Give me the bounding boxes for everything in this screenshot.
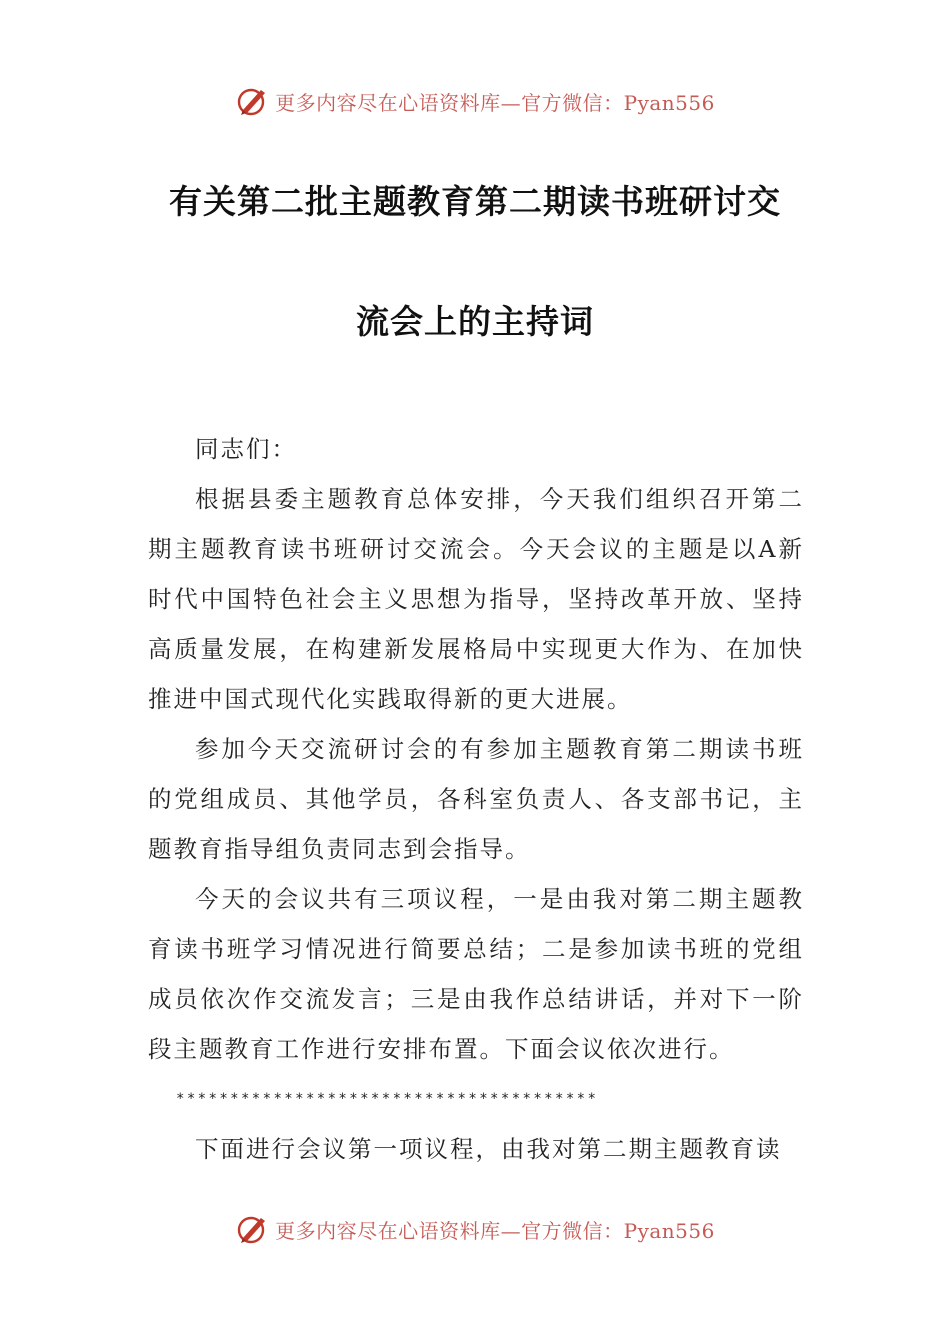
section-separator: *************************************** bbox=[176, 1091, 599, 1107]
paragraph: 今天的会议共有三项议程，一是由我对第二期主题教育读书班学习情况进行简要总结；二是参加读书班的党组成员依次作交流发言；三是由我作总结讲话，并对下一阶段主题教育工作进行安排布置。下面会议依次进行。 bbox=[148, 885, 804, 1063]
document-body bbox=[148, 424, 804, 1174]
salutation: 同志们： bbox=[195, 435, 297, 463]
watermark-text: 更多内容尽在心语资料库—官方微信：Pyan556 bbox=[275, 1218, 715, 1243]
pen-logo-icon bbox=[235, 84, 269, 118]
watermark-text: 更多内容尽在心语资料库—官方微信：Pyan556 bbox=[275, 90, 715, 115]
document-title-line-2: 流会上的主持词 bbox=[356, 302, 594, 341]
document-title-line-1: 有关第二批主题教育第二期读书班研讨交 bbox=[169, 182, 781, 221]
paragraph: 参加今天交流研讨会的有参加主题教育第二期读书班的党组成员、其他学员，各科室负责人、各支部书记，主题教育指导组负责同志到会指导。 bbox=[148, 735, 804, 863]
pen-logo-icon bbox=[235, 1212, 269, 1246]
paragraph: 下面进行会议第一项议程，由我对第二期主题教育读 bbox=[195, 1135, 782, 1163]
paragraph: 根据县委主题教育总体安排，今天我们组织召开第二期主题教育读书班研讨交流会。今天会议的主题是以A新时代中国特色社会主义思想为指导，坚持改革开放、坚持高质量发展，在构建新发展格局中实现更大作为、在加快推进中国式现代化实践取得新的更大进展。 bbox=[148, 485, 804, 713]
watermark-header bbox=[0, 84, 950, 118]
watermark-footer bbox=[0, 1212, 950, 1246]
